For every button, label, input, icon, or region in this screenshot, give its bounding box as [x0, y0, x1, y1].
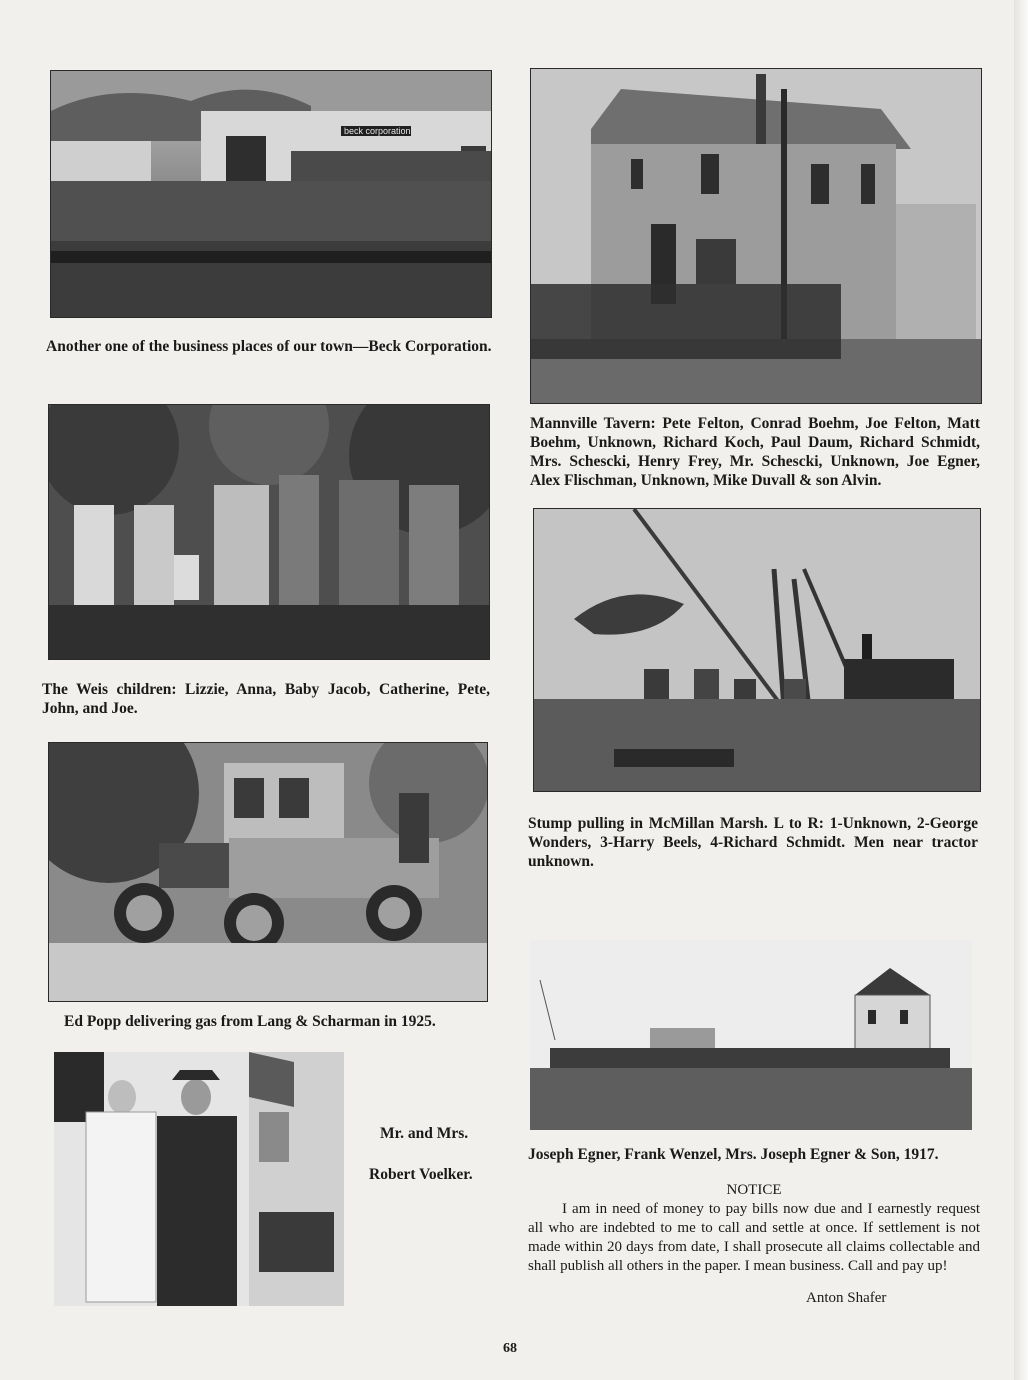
- ed-popp-truck-photo: [48, 742, 488, 1002]
- voelker-caption-line1: Mr. and Mrs.: [380, 1125, 469, 1142]
- notice-title: NOTICE: [726, 1182, 782, 1198]
- egner-farm-photo: [530, 940, 972, 1130]
- stump-pulling-photo: [533, 508, 981, 792]
- egner-caption: Joseph Egner, Frank Wenzel, Mrs. Joseph Egner & Son, 1917.: [528, 1146, 939, 1163]
- stump-caption: Stump pulling in McMillan Marsh. L to R: 1-Unknown, 2-George Wonders, 3-Harry Beels, 4-Richard Schmidt. Men near tractor unknown.: [528, 815, 978, 870]
- page-edge: [1014, 0, 1028, 1380]
- beck-caption: Another one of the business places of our town—Beck Corporation.: [46, 338, 492, 355]
- mannville-tavern-photo: [530, 68, 982, 404]
- beck-corporation-photo: [50, 70, 492, 318]
- voelker-photo: [54, 1052, 344, 1306]
- voelker-caption-line2: Robert Voelker.: [369, 1166, 473, 1183]
- tavern-caption: Mannville Tavern: Pete Felton, Conrad Boehm, Joe Felton, Matt Boehm, Unknown, Richard Koch, Paul Daum, Richard Schmidt, Mrs. Schescki, Henry Frey, Mr. Schescki, Unknown, Joe Egner, Alex Flischman, Unknown, Mike Duvall & son Alvin.: [530, 415, 980, 489]
- weis-children-photo: [48, 404, 490, 660]
- popp-caption: Ed Popp delivering gas from Lang & Scharman in 1925.: [64, 1013, 436, 1030]
- notice-body: I am in need of money to pay bills now due and I earnestly request all who are indebted to me to call and settle at once. If settlement is not made within 20 days from date, I shall prosecute all claims collectable and shall publish all others in the paper. I mean business. Call and pay up!: [528, 1201, 980, 1274]
- page-number: 68: [503, 1341, 517, 1356]
- beck-sign-text: beck corporation: [344, 126, 411, 136]
- weis-caption: The Weis children: Lizzie, Anna, Baby Jacob, Catherine, Pete, John, and Joe.: [42, 681, 490, 717]
- notice-signature: Anton Shafer: [806, 1290, 887, 1306]
